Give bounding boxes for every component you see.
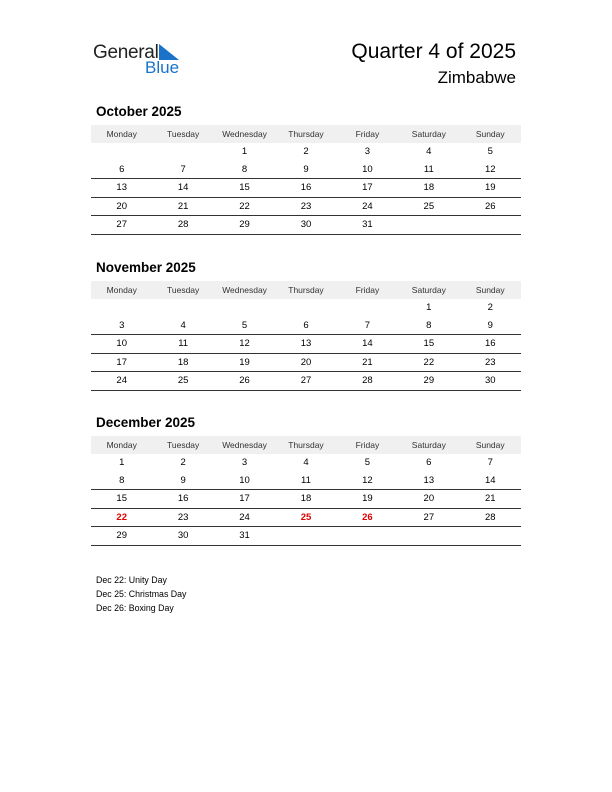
day-cell: 5 xyxy=(364,457,371,469)
day-cell: 2 xyxy=(303,146,309,158)
week-row xyxy=(91,216,521,235)
day-cell: 31 xyxy=(239,530,250,542)
day-cell: 10 xyxy=(116,338,127,350)
day-cell: 6 xyxy=(119,163,125,175)
day-cell: 21 xyxy=(177,200,189,212)
weekday-label: Thursday xyxy=(288,285,324,295)
page-title: Quarter 4 of 2025 xyxy=(351,40,516,63)
day-cell: 8 xyxy=(426,319,432,331)
day-cell: 7 xyxy=(487,457,493,469)
month-october xyxy=(91,104,521,235)
weekday-label: Friday xyxy=(355,129,380,139)
day-cell: 11 xyxy=(301,474,311,486)
day-cell: 2 xyxy=(180,457,186,469)
day-cell: 3 xyxy=(119,319,125,331)
weekday-label: Friday xyxy=(355,285,380,295)
day-cell: 10 xyxy=(239,474,250,486)
day-cell: 18 xyxy=(423,182,435,194)
day-cell: 23 xyxy=(300,200,312,212)
day-cell: 7 xyxy=(364,319,371,331)
day-cell: 16 xyxy=(300,182,312,194)
country-name: Zimbabwe xyxy=(437,68,516,87)
day-cell: 3 xyxy=(241,457,248,469)
day-cell: 31 xyxy=(362,219,373,231)
day-cell: 23 xyxy=(177,511,189,523)
weekday-label: Monday xyxy=(106,129,137,139)
day-cell: 22 xyxy=(116,511,127,523)
day-cell: 28 xyxy=(362,375,373,387)
day-cell: 26 xyxy=(484,200,496,212)
day-cell: 16 xyxy=(484,338,496,350)
week-row xyxy=(91,317,521,336)
weekday-label: Thursday xyxy=(288,129,324,139)
weekday-label: Sunday xyxy=(475,129,505,139)
day-cell: 4 xyxy=(180,319,186,331)
week-row xyxy=(91,509,521,528)
day-cell: 20 xyxy=(116,200,127,212)
day-cell: 19 xyxy=(239,356,250,368)
day-cell: 1 xyxy=(119,457,125,469)
weekday-header xyxy=(91,281,521,299)
week-row xyxy=(91,454,521,472)
day-cell: 24 xyxy=(362,200,373,212)
day-cell: 20 xyxy=(423,493,435,505)
weekday-label: Monday xyxy=(106,285,137,295)
day-cell: 6 xyxy=(426,457,432,469)
day-cell: 25 xyxy=(423,200,435,212)
week-row xyxy=(91,527,521,546)
day-cell: 29 xyxy=(239,219,250,231)
day-cell: 27 xyxy=(300,375,312,387)
day-cell: 16 xyxy=(177,493,189,505)
month-title: December 2025 xyxy=(96,415,196,430)
day-cell: 10 xyxy=(362,163,373,175)
day-cell: 21 xyxy=(484,493,496,505)
day-cell: 12 xyxy=(362,474,373,486)
day-cell: 28 xyxy=(177,219,189,231)
day-cell: 21 xyxy=(362,356,373,368)
day-cell: 29 xyxy=(423,375,435,387)
day-cell: 13 xyxy=(116,182,127,194)
day-cell: 5 xyxy=(487,146,493,158)
day-cell: 6 xyxy=(303,319,309,331)
weekday-label: Saturday xyxy=(411,129,446,139)
weekday-label: Friday xyxy=(355,440,380,450)
week-row xyxy=(91,299,521,317)
logo-text-general: General xyxy=(93,42,159,63)
day-cell: 15 xyxy=(116,493,127,505)
day-cell: 14 xyxy=(484,474,496,486)
day-cell: 3 xyxy=(364,146,371,158)
day-cell: 28 xyxy=(484,511,496,523)
weekday-label: Tuesday xyxy=(166,440,200,450)
day-cell: 15 xyxy=(423,338,435,350)
day-cell: 22 xyxy=(423,356,435,368)
day-cell: 24 xyxy=(116,375,127,387)
weekday-label: Tuesday xyxy=(166,285,200,295)
week-row xyxy=(91,472,521,491)
day-cell: 17 xyxy=(362,182,373,194)
week-row xyxy=(91,490,521,509)
day-cell: 15 xyxy=(239,182,250,194)
weekday-header xyxy=(91,125,521,143)
day-cell: 2 xyxy=(487,302,493,314)
day-cell: 30 xyxy=(177,530,189,542)
day-cell: 11 xyxy=(423,163,434,175)
week-row xyxy=(91,161,521,180)
logo-text-blue: Blue xyxy=(145,58,180,77)
day-cell: 19 xyxy=(362,493,373,505)
logo xyxy=(93,42,193,80)
day-cell: 13 xyxy=(423,474,435,486)
day-cell: 29 xyxy=(116,530,127,542)
day-cell: 26 xyxy=(239,375,250,387)
weekday-label: Saturday xyxy=(411,285,446,295)
day-cell: 14 xyxy=(177,182,189,194)
weekday-label: Sunday xyxy=(475,285,505,295)
weekday-label: Thursday xyxy=(288,440,324,450)
holiday-note: Dec 26: Boxing Day xyxy=(96,603,174,613)
weekday-header xyxy=(91,436,521,454)
day-cell: 19 xyxy=(484,182,496,194)
holiday-note: Dec 25: Christmas Day xyxy=(96,589,187,599)
month-december xyxy=(91,415,521,546)
day-cell: 17 xyxy=(239,493,250,505)
day-cell: 24 xyxy=(239,511,250,523)
day-cell: 1 xyxy=(241,146,248,158)
day-cell: 9 xyxy=(180,474,186,486)
day-cell: 18 xyxy=(300,493,312,505)
week-row xyxy=(91,335,521,354)
day-cell: 27 xyxy=(116,219,127,231)
day-cell: 9 xyxy=(487,319,493,331)
day-cell: 5 xyxy=(241,319,248,331)
day-cell: 26 xyxy=(362,511,373,523)
weekday-label: Tuesday xyxy=(166,129,200,139)
month-title: October 2025 xyxy=(96,104,182,119)
day-cell: 9 xyxy=(303,163,309,175)
day-cell: 18 xyxy=(177,356,189,368)
day-cell: 12 xyxy=(239,338,250,350)
day-cell: 22 xyxy=(239,200,250,212)
day-cell: 1 xyxy=(426,302,432,314)
day-cell: 30 xyxy=(484,375,496,387)
day-cell: 4 xyxy=(303,457,309,469)
day-cell: 11 xyxy=(178,338,189,350)
day-cell: 7 xyxy=(180,163,186,175)
day-cell: 8 xyxy=(119,474,125,486)
day-cell: 25 xyxy=(177,375,189,387)
day-cell: 14 xyxy=(362,338,373,350)
weekday-label: Saturday xyxy=(411,440,446,450)
month-title: November 2025 xyxy=(96,260,196,275)
holiday-notes xyxy=(96,573,186,615)
day-cell: 25 xyxy=(300,511,312,523)
weekday-label: Wednesday xyxy=(222,129,267,139)
weekday-label: Wednesday xyxy=(222,440,267,450)
day-cell: 27 xyxy=(423,511,435,523)
week-row xyxy=(91,143,521,161)
week-row xyxy=(91,179,521,198)
weekday-label: Wednesday xyxy=(222,285,267,295)
week-row xyxy=(91,354,521,373)
day-cell: 20 xyxy=(300,356,312,368)
week-row xyxy=(91,198,521,217)
day-cell: 30 xyxy=(300,219,312,231)
day-cell: 13 xyxy=(300,338,312,350)
day-cell: 17 xyxy=(116,356,127,368)
day-cell: 8 xyxy=(241,163,248,175)
holiday-note: Dec 22: Unity Day xyxy=(96,575,167,585)
day-cell: 4 xyxy=(426,146,432,158)
weekday-label: Sunday xyxy=(475,440,505,450)
month-november xyxy=(91,260,521,391)
week-row xyxy=(91,372,521,391)
day-cell: 12 xyxy=(484,163,496,175)
weekday-label: Monday xyxy=(106,440,137,450)
day-cell: 23 xyxy=(484,356,496,368)
